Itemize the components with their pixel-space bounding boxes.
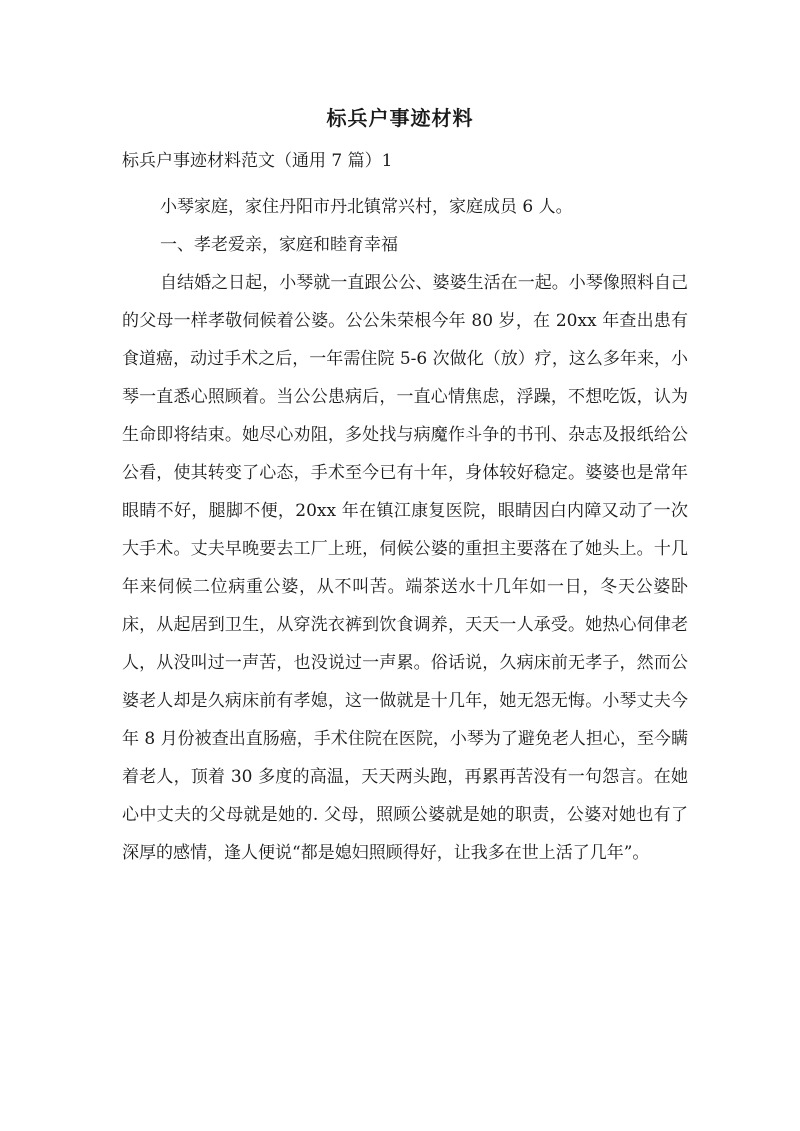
- section-heading: 一、孝老爱亲，家庭和睦育幸福: [160, 235, 398, 255]
- paragraph-body: 自结婚之日起，小琴就一直跟公公、婆婆生活在一起。小琴像照料自己的父母一样孝敬伺候着公婆。公公朱荣根今年 80 岁，在 20xx 年查出患有食道癌，动过手术之后，一年需住院 5-6 次做化（放）疗，这么多年来，小琴一直悉心照顾着。当公公患病后，一直心情焦虑，浮躁，不想吃饭，认为生命即将结束。她尽心劝阻，多处找与病魔作斗争的书刊、杂志及报纸给公公看，使其转变了心态，手术至今已有十年，身体较好稳定。婆婆也是常年眼睛不好，腿脚不便，20xx 年在镇江康复医院，眼睛因白内障又动了一次大手术。丈夫早晚要去工厂上班，伺候公婆的重担主要落在了她头上。十几年来伺候二位病重公婆，从不叫苦。端茶送水十几年如一日，冬天公婆卧床，从起居到卫生，从穿洗衣裤到饮食调养，天天一人承受。她热心伺侓老人，从没叫过一声苦，也没说过一声累。俗话说，久病床前无孝子，然而公婆老人却是久病床前有孝媳，这一做就是十几年，她无怨无悔。小琴丈夫今年 8 月份被查出直肠癌，手术住院在医院，小琴为了避免老人担心，至今瞒着老人，顶着 30 多度的高温，天天两头跑，再累再苦没有一句怨言。在她心中丈夫的父母就是她的. 父母，照顾公婆就是她的职责，公婆对她也有了深厚的感情，逢人便说“都是媳妇照顾得好，让我多在世上活了几年”。: [122, 273, 688, 863]
- document-subtitle: 标兵户事迹材料范文（通用 7 篇）1: [122, 151, 393, 171]
- paragraph-family-intro: 小琴家庭，家住丹阳市丹北镇常兴村，家庭成员 6 人。: [160, 197, 573, 217]
- document-title: 标兵户事迹材料: [326, 106, 474, 130]
